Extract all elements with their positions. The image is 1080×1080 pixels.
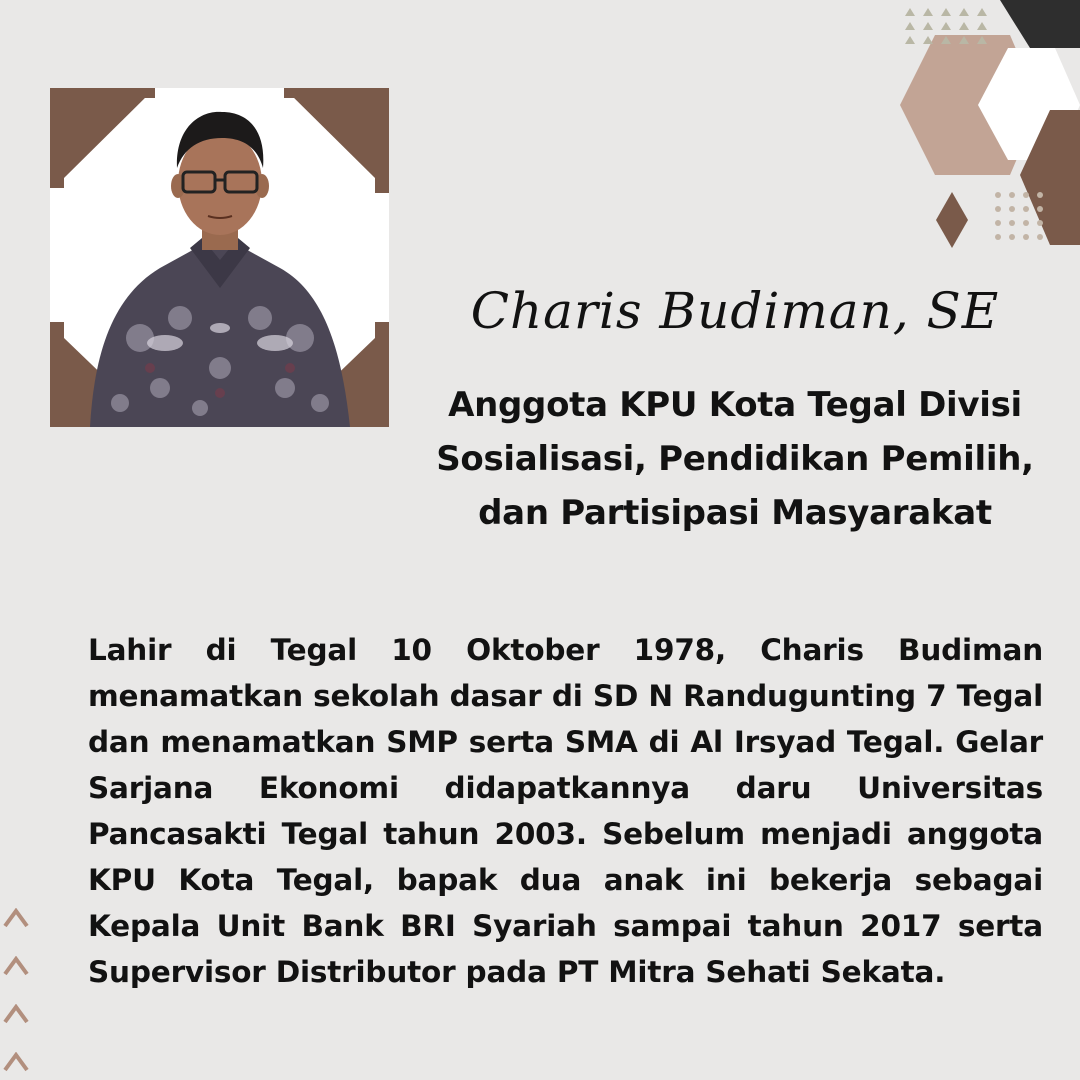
chevron-up-icon xyxy=(2,956,30,976)
chevron-up-icon xyxy=(2,1004,30,1024)
person-name: Charis Budiman, SE xyxy=(470,282,1000,340)
role-line: Sosialisasi, Pendidikan Pemilih, xyxy=(436,439,1034,479)
role-line: Anggota KPU Kota Tegal Divisi xyxy=(448,385,1022,425)
profile-photo-frame xyxy=(50,88,389,427)
chevron-up-icon xyxy=(2,908,30,928)
role-line: dan Partisipasi Masyarakat xyxy=(478,493,992,533)
geometric-decoration xyxy=(880,0,1080,260)
person-bio: Lahir di Tegal 10 Oktober 1978, Charis Budiman menamatkan sekolah dasar di SD N Randugunting 7 Tegal dan menamatkan SMP serta SMA di Al Irsyad Tegal. Gelar Sarjana Ekonomi didapatkannya daru Universitas Pancasakti Tegal tahun 2003. Sebelum menjadi anggota KPU Kota Tegal, bapak dua anak ini bekerja sebagai Kepala Unit Bank BRI Syariah sampai tahun 2017 serta Supervisor Distributor pada PT Mitra Sehati Sekata. xyxy=(88,633,1043,989)
person-role xyxy=(420,378,1050,540)
chevron-up-icon xyxy=(2,1052,30,1072)
person-photo xyxy=(50,88,389,427)
